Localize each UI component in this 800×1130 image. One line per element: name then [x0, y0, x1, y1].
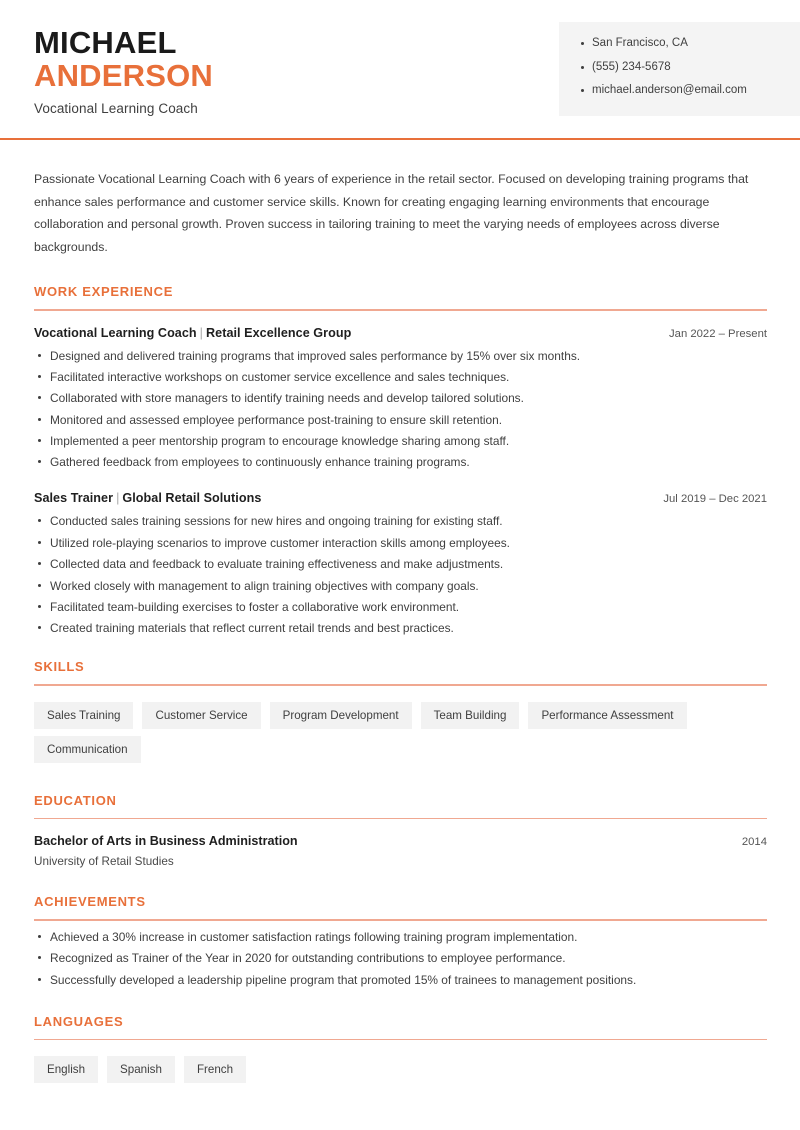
bullet-dot-icon	[38, 396, 41, 399]
section-divider	[34, 919, 767, 921]
experience-role: Vocational Learning Coach	[34, 325, 197, 340]
contact-phone-value: (555) 234-5678	[592, 60, 671, 73]
bullet-dot-icon	[38, 935, 41, 938]
bullet-text: Worked closely with management to align training objectives with company goals.	[50, 578, 479, 593]
list-item	[34, 434, 767, 448]
language-pill: English	[34, 1056, 98, 1083]
education-year: 2014	[741, 836, 767, 849]
section-skills	[34, 659, 767, 770]
experience-company: Global Retail Solutions	[122, 491, 262, 506]
section-education	[34, 793, 767, 869]
experience-entry-header	[34, 491, 767, 505]
bullet-text: Facilitated interactive workshops on customer service excellence and sales techniques.	[50, 369, 510, 384]
achievements-list	[34, 930, 767, 987]
bullet-text: Collaborated with store managers to identify training needs and develop tailored solutions.	[50, 391, 524, 406]
professional-summary: Passionate Vocational Learning Coach with 6 years of experience in the retail sector. Focused on developing training programs that enhance sales performance and customer service skills. Known for creating engaging learning environments that encourage collaboration and personal growth. Proven success in tailoring training to meet the varying needs of employees across diverse backgrounds.	[34, 172, 749, 254]
experience-date-range: Jul 2019 – Dec 2021	[663, 493, 767, 506]
professional-title: Vocational Learning Coach	[34, 101, 198, 116]
bullet-text: Monitored and assessed employee performance post-training to ensure skill retention.	[50, 412, 503, 427]
bullet-dot-icon	[38, 439, 41, 442]
contact-location	[581, 36, 800, 51]
experience-role: Sales Trainer	[34, 491, 114, 506]
bullet-text: Collected data and feedback to evaluate training effectiveness and make adjustments.	[50, 557, 504, 572]
bullet-dot-icon	[38, 418, 41, 421]
bullet-dot-icon	[38, 584, 41, 587]
skill-pill: Customer Service	[142, 702, 260, 729]
bullet-text: Conducted sales training sessions for new hires and ongoing training for existing staff.	[50, 514, 503, 529]
bullet-dot-icon	[38, 956, 41, 959]
title-separator: |	[199, 325, 203, 340]
list-item	[34, 557, 767, 571]
bullet-text: Designed and delivered training programs that improved sales performance by 15% over six months.	[50, 348, 581, 363]
experience-bullet-list	[34, 514, 767, 635]
section-languages	[34, 1014, 767, 1091]
bullet-text: Implemented a peer mentorship program to encourage knowledge sharing among staff.	[50, 434, 510, 449]
experience-title-line	[34, 491, 261, 505]
contact-email-value: michael.anderson@email.com	[592, 84, 747, 96]
section-title-achievements: ACHIEVEMENTS	[34, 894, 146, 910]
bullet-text: Successfully developed a leadership pipeline program that promoted 15% of trainees to management positions.	[50, 972, 637, 987]
experience-entry	[34, 326, 767, 470]
bullet-dot-icon	[38, 354, 41, 357]
education-degree: Bachelor of Arts in Business Administration	[34, 834, 298, 849]
bullet-dot-icon	[38, 626, 41, 629]
section-divider	[34, 818, 767, 820]
bullet-text: Created training materials that reflect current retail trends and best practices.	[50, 621, 454, 636]
list-item	[34, 951, 767, 965]
bullet-dot-icon	[38, 375, 41, 378]
bullet-text: Gathered feedback from employees to continuously enhance training programs.	[50, 455, 470, 470]
list-item	[34, 370, 767, 384]
resume-body	[0, 140, 800, 1090]
list-item	[34, 455, 767, 469]
last-name: ANDERSON	[34, 58, 214, 93]
list-item	[34, 621, 767, 635]
skill-pill: Communication	[34, 736, 141, 763]
list-item	[34, 930, 767, 944]
bullet-text: Utilized role-playing scenarios to improve customer interaction skills among employees.	[50, 535, 510, 550]
contact-phone[interactable]	[581, 60, 800, 75]
bullet-text: Achieved a 30% increase in customer satisfaction ratings following training program implementation.	[50, 929, 578, 944]
bullet-text: Recognized as Trainer of the Year in 2020 for outstanding contributions to employee performance.	[50, 951, 566, 966]
list-item	[34, 413, 767, 427]
skill-pill: Sales Training	[34, 702, 133, 729]
first-name: MICHAEL	[34, 25, 177, 60]
experience-entry	[34, 491, 767, 635]
section-title-skills: SKILLS	[34, 659, 85, 675]
section-achievements	[34, 894, 767, 986]
section-work-experience	[34, 284, 767, 635]
skill-pill: Performance Assessment	[528, 702, 686, 729]
bullet-dot-icon	[581, 89, 584, 92]
list-item	[34, 579, 767, 593]
bullet-dot-icon	[581, 66, 584, 69]
bullet-dot-icon	[38, 605, 41, 608]
list-item	[34, 600, 767, 614]
language-pill: French	[184, 1056, 246, 1083]
name-block	[34, 26, 213, 116]
section-divider	[34, 1039, 767, 1041]
contact-email[interactable]	[581, 83, 800, 98]
bullet-dot-icon	[38, 562, 41, 565]
section-title-languages: LANGUAGES	[34, 1013, 124, 1029]
section-divider	[34, 309, 767, 311]
education-entry	[34, 834, 767, 868]
title-separator: |	[116, 491, 120, 506]
list-item	[34, 536, 767, 550]
section-divider	[34, 684, 767, 686]
experience-bullet-list	[34, 349, 767, 470]
section-title-education: EDUCATION	[34, 792, 117, 808]
experience-date-range: Jan 2022 – Present	[669, 327, 767, 340]
language-pill: Spanish	[107, 1056, 175, 1083]
list-item	[34, 391, 767, 405]
education-school: University of Retail Studies	[34, 855, 174, 869]
section-title-work-experience: WORK EXPERIENCE	[34, 284, 174, 299]
bullet-text: Facilitated team-building exercises to foster a collaborative work environment.	[50, 600, 460, 615]
bullet-dot-icon	[38, 978, 41, 981]
skill-pill: Program Development	[270, 702, 412, 729]
bullet-dot-icon	[38, 541, 41, 544]
experience-company: Retail Excellence Group	[206, 325, 352, 340]
resume-header	[0, 0, 800, 140]
experience-entry-header	[34, 326, 767, 340]
contact-info-box	[559, 22, 800, 116]
languages-pill-list	[34, 1056, 767, 1090]
experience-title-line	[34, 326, 351, 340]
list-item	[34, 514, 767, 528]
bullet-dot-icon	[38, 519, 41, 522]
list-item	[34, 349, 767, 363]
list-item	[34, 973, 767, 987]
bullet-dot-icon	[38, 460, 41, 463]
skills-pill-list	[34, 702, 767, 770]
education-entry-header	[34, 834, 767, 848]
bullet-dot-icon	[581, 42, 584, 45]
skill-pill: Team Building	[421, 702, 520, 729]
contact-location-value: San Francisco, CA	[592, 37, 688, 49]
